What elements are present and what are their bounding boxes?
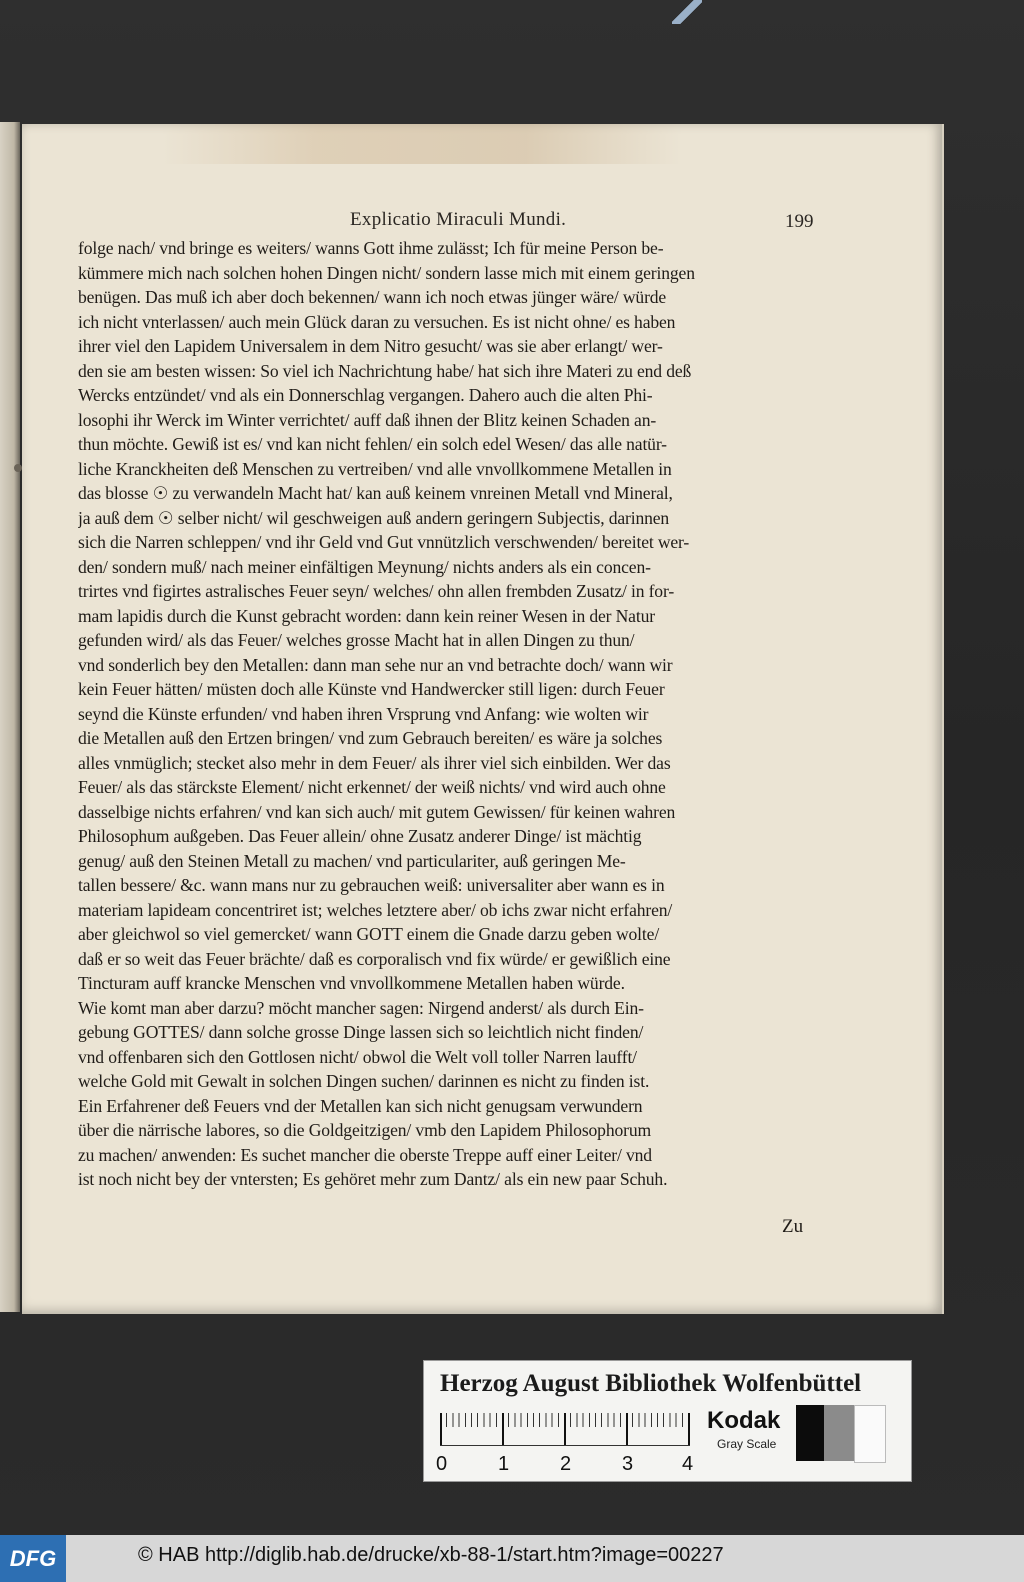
text-line: aber gleichwol so viel gemercket/ wann GOTT einem die Gnade darzu geben wolte/ [78,924,660,944]
text-line: thun möchte. Gewiß ist es/ vnd kan nicht fehlen/ ein solch edel Wesen/ das alle natür- [78,434,667,454]
text-line: kümmere mich nach solchen hohen Dingen nicht/ sondern lasse mich mit einem geringen [78,262,695,283]
book-page [22,124,944,1314]
text-line: ich nicht vnterlassen/ auch mein Glück daran zu versuchen. Es ist nicht ohne/ es haben [78,311,676,332]
text-line: den sie am besten wissen: So viel ich Nachrichtung habe/ hat sich ihre Materi zu end deß [78,360,692,381]
scale-ruler-major-ticks [440,1413,690,1445]
scale-number: 4 [682,1453,694,1475]
text-line: Tincturam auff krancke Menschen vnd vnvollkommene Metallen haben würde. [78,973,625,993]
text-line: zu machen/ anwenden: Es suchet mancher die oberste Treppe auff einer Leiter/ vnd [78,1144,652,1165]
gray-swatch [824,1405,854,1461]
scale-number: 2 [560,1453,572,1475]
text-line: gefunden wird/ als das Feuer/ welches grosse Macht hat in allen Dingen zu thun/ [78,630,635,650]
black-swatch [796,1405,824,1461]
previous-page-edge [0,122,20,1312]
white-swatch [854,1405,886,1463]
text-line: seynd die Künste erfunden/ vnd haben ihren Vrsprung vnd Anfang: wie wolten wir [78,703,649,724]
margin-mark [14,464,22,472]
page-number: 199 [785,211,814,232]
text-line: trirtes vnd figirtes astralisches Feuer seyn/ welches/ ohn allen frembden Zusatz/ in for- [78,581,675,601]
text-line: tallen bessere/ &c. wann mans nur zu gebrauchen weiß: universaliter aber wann es in [78,875,665,895]
catchword: Zu [782,1216,804,1237]
text-line: mam lapidis durch die Kunst gebracht worden: dann kein reiner Wesen in der Natur [78,605,655,626]
text-block [78,236,814,1192]
text-line: benügen. Das muß ich aber doch bekennen/ wann ich noch etwas jünger wäre/ würde [78,287,667,307]
text-line: kein Feuer hätten/ müsten doch alle Künste vnd Handwercker still ligen: durch Feuer [78,679,665,699]
copyright-link[interactable]: © HAB http://diglib.hab.de/drucke/xb-88-1/start.htm?image=00227 [138,1544,724,1566]
footer-bar [0,1535,1024,1582]
text-line: Feuer/ als das stärckste Element/ nicht erkennet/ der weiß nichts/ vnd wird auch ohne [78,777,666,797]
text-line: liche Kranckheiten deß Menschen zu vertreiben/ vnd alle vnvollkommene Metallen in [78,458,672,479]
text-line: den/ sondern muß/ nach meiner einfältigen Meynung/ nichts anders als ein concen- [78,556,651,577]
text-line: dasselbige nichts erfahren/ vnd kan sich auch/ mit gutem Gewissen/ für keinen wahren [78,801,676,822]
text-line: Philosophum außgeben. Das Feuer allein/ ohne Zusatz anderer Dinge/ ist mächtig [78,826,642,846]
text-line: ihrer viel den Lapidem Universalem in dem Nitro gesucht/ was sie aber erlangt/ wer- [78,336,663,356]
text-line: sich die Narren schleppen/ vnd ihr Geld vnd Gut vnnützlich verschwenden/ bereitet wer- [78,532,690,552]
text-line: Wie komt man aber darzu? möcht mancher sagen: Nirgend anderst/ als durch Ein- [78,997,644,1018]
color-calibration-card [423,1360,912,1482]
text-line: daß er so weit das Feuer brächte/ daß es corporalisch vnd fix würde/ er gewißlich eine [78,948,671,969]
text-line: welche Gold mit Gewalt in solchen Dingen suchen/ darinnen es nicht zu finden ist. [78,1071,650,1091]
text-line: ist noch nicht bey der vntersten; Es gehöret mehr zum Dantz/ als ein new paar Schuh. [78,1169,668,1189]
text-line: vnd sonderlich bey den Metallen: dann man sehe nur an vnd betrachte doch/ wann wir [78,654,673,675]
text-line: das blosse ☉ zu verwandeln Macht hat/ kan auß keinem vnreinen Metall vnd Mineral, [78,483,673,503]
text-line: alles vnmüglich; stecket also mehr in dem Feuer/ als ihrer viel sich einbilden. Wer das [78,752,671,773]
text-line: Ein Erfahrener deß Feuers vnd der Metallen kan sich nicht genugsam verwundern [78,1095,643,1116]
text-line: genug/ auß den Steinen Metall zu machen/ vnd particulariter, auß geringen Me- [78,850,626,871]
text-line: Wercks entzündet/ vnd als ein Donnerschlag vergangen. Dahero auch die alten Phi- [78,385,653,405]
text-line: ja auß dem ☉ selber nicht/ wil geschweigen auß andern geringern Subjectis, darinnen [78,507,670,528]
running-title: Explicatio Miraculi Mundi. [350,209,567,230]
text-line: vnd offenbaren sich den Gottlosen nicht/ obwol die Welt voll toller Narren laufft/ [78,1046,637,1067]
scale-number: 1 [498,1453,510,1475]
text-line: materiam lapideam concentriret ist; welches letztere aber/ ob ichs zwar nicht erfahren/ [78,899,673,920]
text-line: die Metallen auß den Ertzen bringen/ vnd zum Gebrauch bereiten/ es wäre ja solches [78,728,663,748]
scale-number: 0 [436,1453,448,1475]
dfg-logo: DFG [0,1535,66,1582]
page-stain [162,124,682,164]
gray-scale-label: Gray Scale [717,1437,777,1451]
kodak-logo: Kodak [707,1407,781,1434]
tape-mark [672,0,702,24]
scale-number: 3 [622,1453,634,1475]
text-line: gebung GOTTES/ dann solche grosse Dinge lassen sich so leichtlich nicht finden/ [78,1022,644,1042]
text-line: losophi ihr Werck im Winter verrichtet/ auff daß ihnen der Blitz keinen Schaden an- [78,409,657,430]
text-line: über die närrische labores, so die Goldgeitzigen/ vmb den Lapidem Philosophorum [78,1120,652,1140]
library-name: Herzog August Bibliothek Wolfenbüttel [440,1370,862,1397]
text-line: folge nach/ vnd bringe es weiters/ wanns Gott ihme zulässt; Ich für meine Person be- [78,238,664,258]
